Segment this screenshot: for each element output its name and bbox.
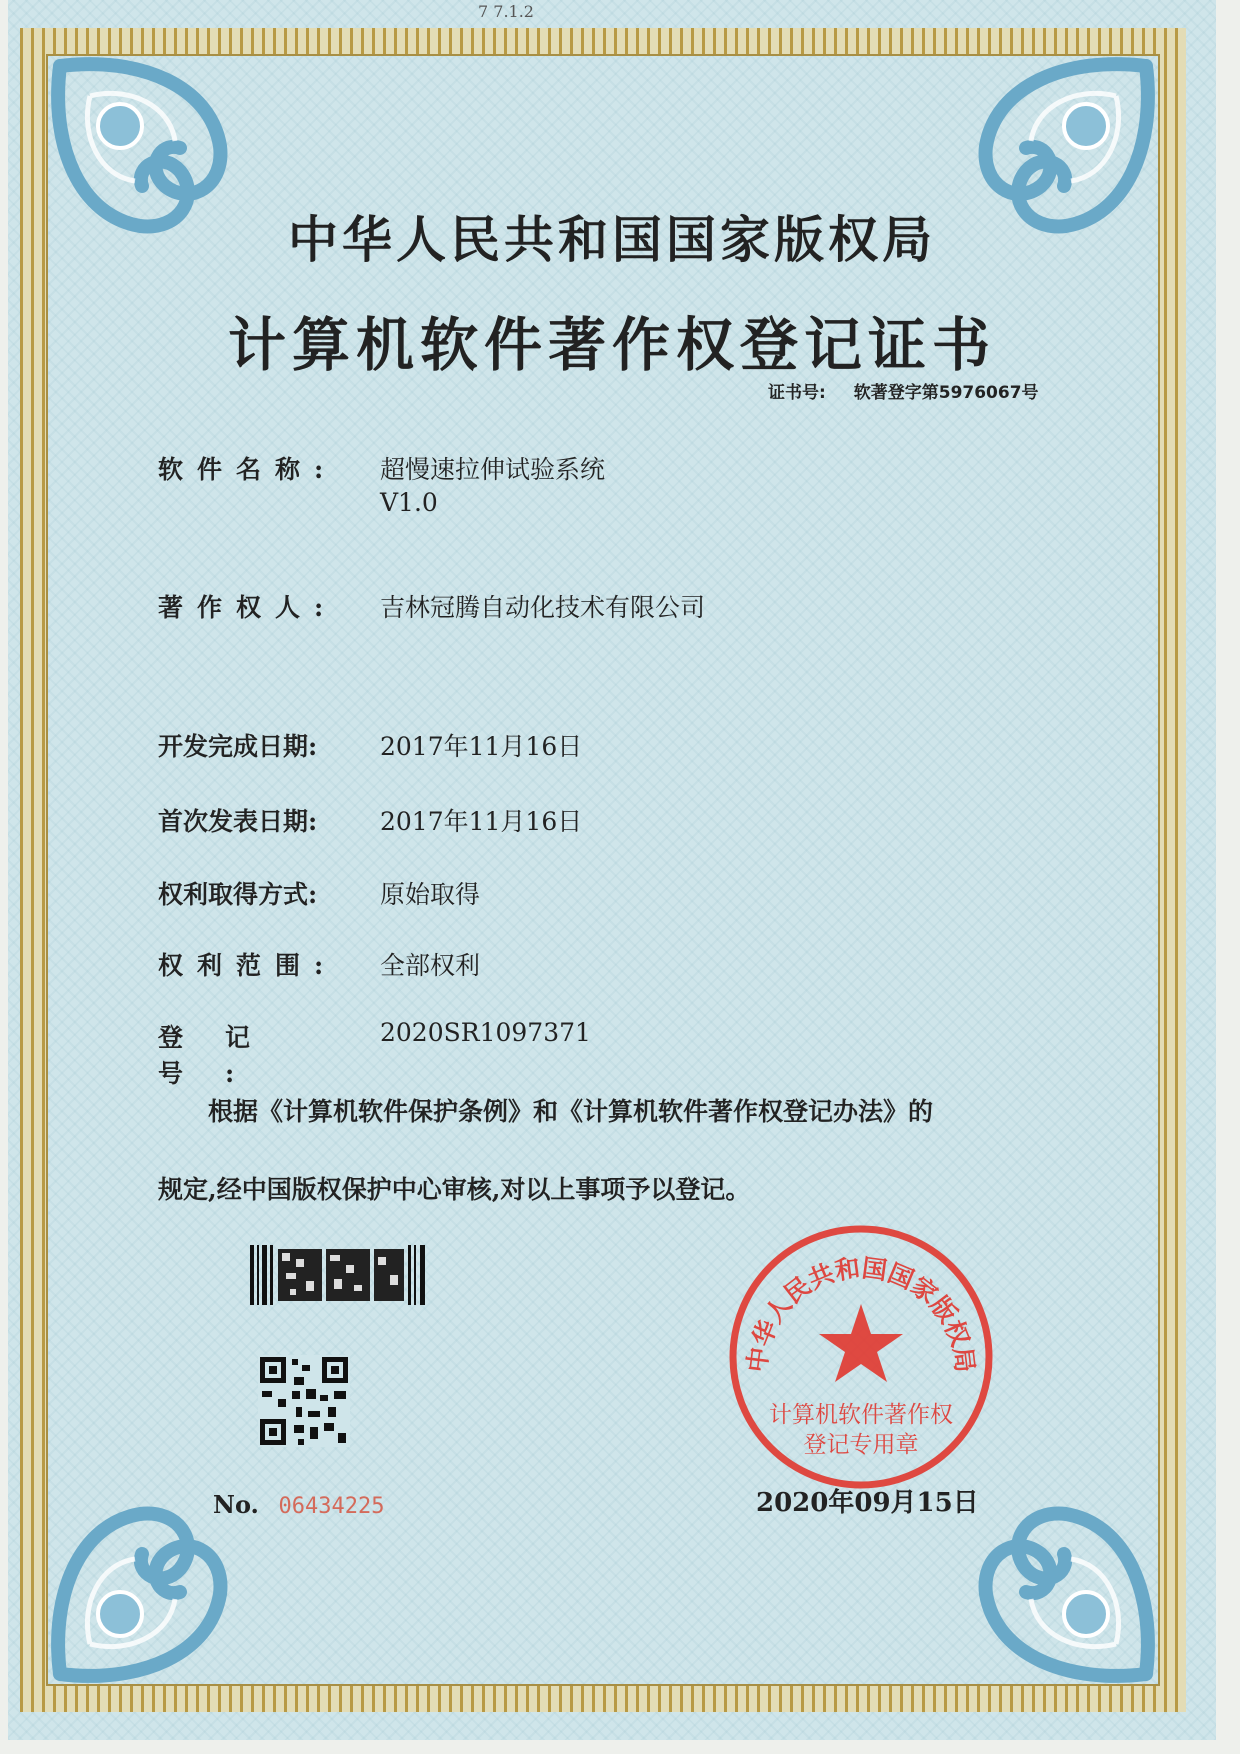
barcode-icon (250, 1245, 428, 1305)
field-value: 吉林冠腾自动化技术有限公司 (380, 593, 706, 622)
field-label: 登记号: (158, 1023, 293, 1088)
certificate-number (768, 378, 1039, 403)
handwritten-marks: 7 7.1.2 (478, 2, 534, 21)
qr-code-icon (258, 1355, 350, 1447)
field-acquisition (158, 875, 481, 911)
field-label: 权利范围: (158, 951, 338, 980)
certificate-serial (213, 1490, 385, 1519)
field-label: 权利取得方式: (158, 880, 318, 909)
statement-line-2: 规定,经中国版权保护中心审核,对以上事项予以登记。 (158, 1175, 751, 1204)
corner-ornament-icon (50, 1444, 290, 1684)
field-label: 开发完成日期: (158, 732, 318, 761)
certificate (8, 0, 1216, 1740)
serial-label: No. (213, 1490, 259, 1519)
field-value: 2017年11月16日 (380, 807, 583, 836)
field-value: 2017年11月16日 (380, 732, 583, 761)
serial-value: 06434225 (278, 1494, 385, 1519)
official-seal-icon (726, 1222, 996, 1492)
seal-outer-text: 中华人民共和国国家版权局 (742, 1253, 980, 1374)
field-value: 2020SR1097371 (380, 1018, 591, 1047)
field-value-version: V1.0 (380, 488, 438, 517)
certificate-number-label: 证书号: (768, 383, 826, 403)
field-value: 全部权利 (380, 951, 481, 980)
seal-inner-line-2: 登记专用章 (803, 1432, 919, 1458)
field-publish-date (158, 802, 583, 838)
statement-line-1: 根据《计算机软件保护条例》和《计算机软件著作权登记办法》的 (208, 1097, 934, 1126)
field-copyright-owner (158, 588, 706, 624)
certificate-title: 计算机软件著作权登记证书 (227, 311, 996, 379)
field-value: 原始取得 (380, 880, 481, 909)
issuing-authority: 中华人民共和国国家版权局 (288, 210, 936, 269)
seal-inner-line-1: 计算机软件著作权 (769, 1402, 953, 1428)
certificate-number-value: 软著登字第5976067号 (853, 383, 1039, 403)
field-label: 著作权人: (158, 593, 338, 622)
field-label: 首次发表日期: (158, 807, 318, 836)
field-registration-number (158, 1018, 591, 1090)
field-software-name (158, 450, 606, 517)
field-scope (158, 946, 481, 982)
field-value: 超慢速拉伸试验系统 (380, 455, 606, 484)
issue-date: 2020年09月15日 (756, 1488, 979, 1518)
field-label: 软件名称: (158, 455, 338, 484)
field-completion-date (158, 727, 583, 763)
